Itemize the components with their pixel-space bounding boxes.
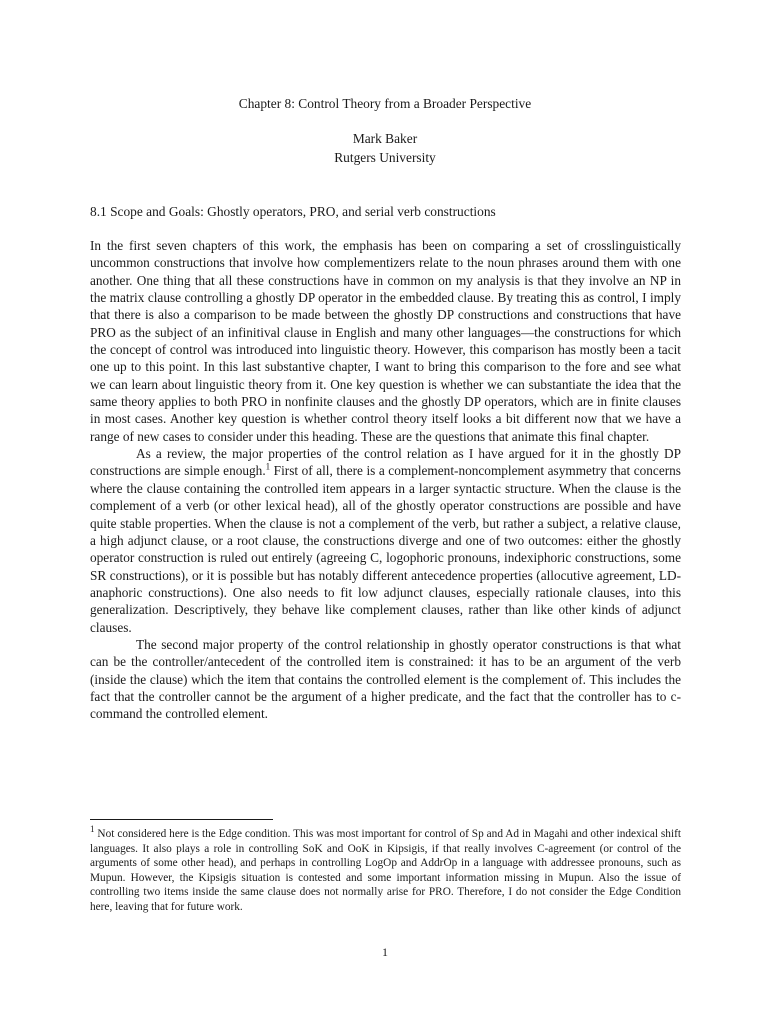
footnote-separator — [90, 819, 273, 820]
footnote-reference[interactable]: 1 — [265, 462, 271, 473]
author-affiliation: Rutgers University — [334, 150, 436, 165]
chapter-title: Chapter 8: Control Theory from a Broader Perspective — [238, 96, 532, 111]
paragraph-3: The second major property of the control relationship in ghostly operator constructions is that what can be the controller/antecedent of the controlled item is constrained: it has to be an argument of the verb (inside the clause) which the item that contains the controlled element is the complement of. This includes the fact that the controller cannot be the argument of a higher predicate, and the fact that the controller has to c-command the controlled element. — [90, 636, 681, 722]
paragraph-1: In the first seven chapters of this work, the emphasis has been on comparing a set of crosslinguistically uncommon constructions that involve how complementizers relate to the noun phrases around them with one another. One thing that all these constructions have in common on my analysis is that they involve an NP in the matrix clause controlling a ghostly DP operator in the embedded clause. By treating this as control, I imply that there is also a comparison to be made between the ghostly DP constructions and constructions that have PRO as the subject of an infinitival clause in English and many other languages—the constructions for which the concept of control was introduced into linguistic theory. However, this comparison has mostly been a tacit one up to this point. In this last substantive chapter, I want to bring this comparison to the fore and see what we can learn about linguistic theory from it. One key question is whether we can substantiate the idea that the same theory applies to both PRO in nonfinite clauses and the ghostly DP operators, which are in finite clauses in most cases. Another key question is whether control theory itself looks a bit different now that we have a range of new cases to consider under this heading. These are the questions that animate this final chapter. — [90, 238, 681, 444]
paragraph-2 — [90, 445, 681, 636]
footnote — [90, 824, 681, 915]
body-text — [90, 237, 681, 723]
footnote-text: Not considered here is the Edge condition. This was most important for control of Sp and Ad in Magahi and other indexical shift languages. It also plays a role in controlling SoK and OoK in Kipsigis, if that really involves C-agreement (or control of the arguments of some other head), and perhaps in controlling LogOp and AddrOp in a language with addressee pronouns, such as Mupun. However, the Kipsigis situation is contested and some important information missing in Mupun. Also the issue of controlling two items inside the same clause does not normally arise for PRO. Therefore, I do not consider the Edge Condition here, leaving that for future work. — [90, 828, 681, 913]
paragraph-2-text-a: As a review, the major properties of the control relation as I have argued for it in the ghostly DP constructions are simple enough. — [90, 446, 681, 479]
footnote-number: 1 — [90, 824, 95, 835]
page-number: 1 — [382, 945, 388, 959]
paragraph-2-text-b: First of all, there is a complement-noncomplement asymmetry that concerns where the clause containing the controlled item appears in a larger syntactic structure. When the clause is the complement of a verb (or other lexical head), all of the ghostly operator constructions are possible and have quite stable properties. When the clause is not a complement of the verb, but rather a subject, a relative clause, a high adjunct clause, or a root clause, the constructions diverge and one of two outcomes: either the ghostly operator construction is ruled out entirely (agreeing C, logophoric pronouns, indexiphoric constructions, some SR constructions), or it is possible but has notably different antecedence properties (allocutive agreement, LD-anaphoric constructions). One also needs to fit low adjunct clauses, especially rationale clauses, into this generalization. Descriptively, they behave like complement clauses, rather than like other kinds of adjunct clauses. — [90, 463, 681, 635]
section-heading: 8.1 Scope and Goals: Ghostly operators, PRO, and serial verb constructions — [90, 204, 496, 219]
author-name: Mark Baker — [352, 131, 418, 146]
